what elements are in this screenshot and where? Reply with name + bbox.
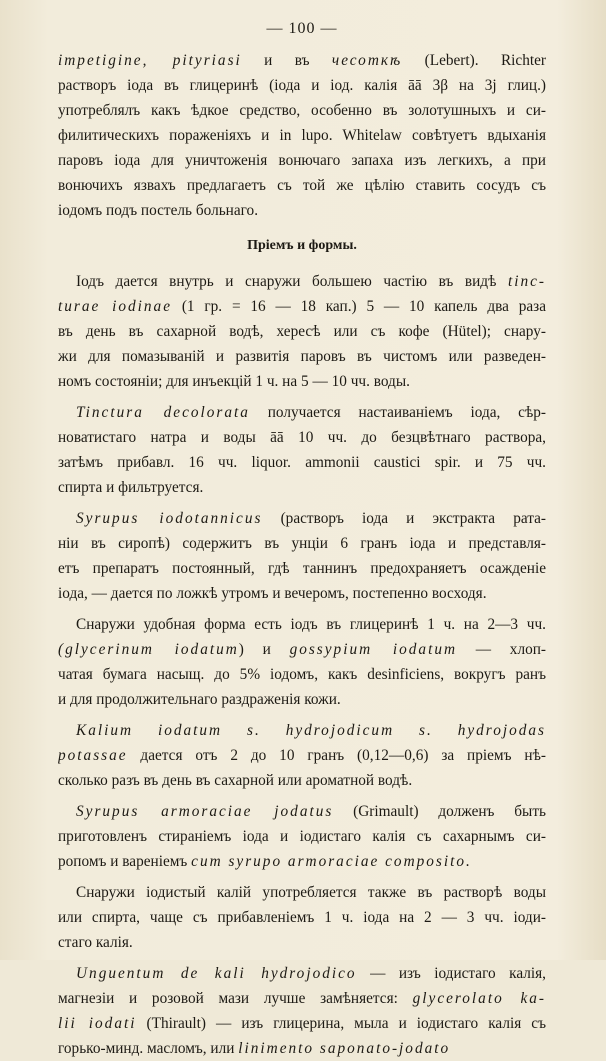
paragraph (58, 506, 546, 606)
latin-term: Syrupus armoraciae jodatus (76, 803, 334, 820)
text-line (58, 319, 546, 344)
text-run: растворъ іода въ глицеринѣ (іода и іод. калія āā 3β на 3j глиц.) (58, 77, 546, 94)
text-run: іода, — дается по ложкѣ утромъ и вечеромъ, постепенно восходя. (58, 585, 487, 602)
text-run: — изъ іодистаго калія, (356, 965, 546, 982)
body-text (58, 269, 546, 1061)
text-run: іодомъ подъ постель больнаго. (58, 202, 259, 219)
text-run: — хлоп- (457, 641, 546, 658)
text-line (58, 1011, 546, 1036)
text-line (58, 986, 546, 1011)
text-line (58, 824, 546, 849)
text-run: Іодъ дается внутрь и снаружи большею частію въ видѣ (76, 273, 508, 290)
text-line (58, 294, 546, 319)
text-run: дается отъ 2 до 10 гранъ (0,12—0,6) за пріемъ нѣ- (127, 747, 546, 764)
latin-term: Kalium iodatum s. hydrojodicum s. hydrojodas (76, 722, 546, 739)
text-run: сколько разъ въ день въ сахарной или ароматной водѣ. (58, 772, 413, 789)
text-run: и для продолжительнаго раздраженія кожи. (58, 691, 341, 708)
paragraph (58, 269, 546, 394)
text-run: горько-минд. масломъ, или (58, 1040, 239, 1057)
text-line (58, 173, 546, 198)
text-run: Снаружи удобная форма есть іодъ въ глицеринѣ 1 ч. на 2—3 чч. (76, 616, 546, 633)
text-line (58, 799, 546, 824)
latin-term: tinc- (507, 273, 546, 290)
text-run: (1 гр. = 16 — 18 кап.) 5 — 10 капель два раза (172, 298, 546, 315)
text-run: новатистаго натра и воды āā 10 чч. до безцвѣтнаго раствора, (58, 429, 546, 446)
text-run: стаго калія. (58, 934, 133, 951)
latin-term: gossypium iodatum (289, 641, 458, 658)
text-line (58, 880, 546, 905)
text-line (58, 198, 546, 223)
text-line (58, 269, 546, 294)
latin-term: linimento saponato-jodato (238, 1040, 451, 1057)
text-line (58, 637, 546, 662)
text-run: (Lebert). Richter (402, 52, 546, 69)
intro-paragraph (58, 48, 546, 223)
paragraph (58, 880, 546, 955)
text-run: и въ (241, 52, 332, 69)
text-line (58, 687, 546, 712)
text-run: ніи въ сиропѣ) содержитъ въ унціи 6 гранъ іода и представля- (58, 535, 546, 552)
text-line (58, 450, 546, 475)
text-line (58, 930, 546, 955)
text-run: въ день въ сахарной водѣ, хересѣ или съ кофе (Hütel); снару- (58, 323, 546, 340)
latin-term: impetigine, pityriasi (58, 52, 242, 69)
text-line (58, 475, 546, 500)
text-run: жи для помазываній и развитія паровъ въ чистомъ или разведен- (58, 348, 546, 365)
text-line (58, 531, 546, 556)
latin-term: turae iodinae (58, 298, 172, 315)
text-run: приготовленъ стираніемъ іода и іодистаго калія съ сахарнымъ си- (58, 828, 546, 845)
latin-term: Unguentum de kali hydrojodico (76, 965, 357, 982)
text-run: Снаружи іодистый калій употребляется также въ растворѣ воды (76, 884, 546, 901)
text-line (58, 718, 546, 743)
latin-term: Syrupus iodotannicus (76, 510, 263, 527)
text-line (58, 768, 546, 793)
text-line (58, 344, 546, 369)
text-line (58, 123, 546, 148)
text-line (58, 662, 546, 687)
text-line (58, 849, 546, 874)
text-run: етъ препаратъ постоянный, гдѣ таннинъ предохраняетъ осажденіе (58, 560, 546, 577)
text-run: (растворъ іода и экстракта рата- (262, 510, 546, 527)
text-run: (Grimault) долженъ быть (333, 803, 546, 820)
text-run: чатая бумага насыщ. до 5% іодомъ, какъ desinficiens, вокругъ ранъ (58, 666, 546, 683)
text-run: номъ состояніи; для инъекцій 1 ч. на 5 — 10 чч. воды. (58, 373, 410, 390)
paragraph (58, 718, 546, 793)
text-run: филитическихъ пораженіяхъ и in lupo. Whitelaw совѣтуетъ вдыханія (58, 127, 546, 144)
text-run: (Thirault) — изъ глицерина, мыла и іодистаго калія съ (136, 1015, 546, 1032)
text-run: ) и (238, 641, 290, 658)
text-line (58, 148, 546, 173)
text-line (58, 506, 546, 531)
latin-term: чесоткѣ (331, 52, 403, 69)
text-line (58, 98, 546, 123)
text-run: магнезіи и розовой мази лучше замѣняется: (58, 990, 413, 1007)
section-heading: Пріемъ и формы. (247, 238, 357, 253)
text-run: паровъ іода для уничтоженія вонючаго запаха изъ легкихъ, а при (58, 152, 546, 169)
text-run: спирта и фильтруется. (58, 479, 204, 496)
text-line (58, 1036, 546, 1061)
latin-term: Tinctura decolorata (76, 404, 250, 421)
text-line (58, 581, 546, 606)
text-line (58, 425, 546, 450)
text-line (58, 961, 546, 986)
latin-term: (glycerinum iodatum (58, 641, 239, 658)
text-run: ропомъ и вареніемъ (58, 853, 192, 870)
paragraph (58, 400, 546, 500)
text-run: получается настаиваніемъ іода, сѣр- (249, 404, 546, 421)
latin-term: glycerolato ka- (412, 990, 546, 1007)
page-number: — 100 — (266, 20, 338, 37)
latin-term: cum syrupo armoraciae composito. (191, 853, 472, 870)
paragraph (58, 612, 546, 712)
text-line (58, 400, 546, 425)
paragraph (58, 961, 546, 1061)
text-line (58, 905, 546, 930)
latin-term: lii iodati (58, 1015, 137, 1032)
text-line (58, 556, 546, 581)
text-line (58, 369, 546, 394)
text-run: или спирта, чаще съ прибавленіемъ 1 ч. іода на 2 — 3 чч. іоди- (58, 909, 546, 926)
text-run: употреблялъ какъ ѣдкое средство, особенно въ золотушныхъ и си- (58, 102, 546, 119)
paragraph (58, 799, 546, 874)
text-run: вонючихъ язвахъ предлагаетъ съ той же цѣлію ставить сосудъ съ (58, 177, 546, 194)
text-line (58, 743, 546, 768)
text-line (58, 73, 546, 98)
latin-term: potassae (58, 747, 128, 764)
text-run: затѣмъ прибавл. 16 чч. liquor. ammonii caustici spir. и 75 чч. (58, 454, 546, 471)
text-line (58, 48, 546, 73)
text-line (58, 612, 546, 637)
